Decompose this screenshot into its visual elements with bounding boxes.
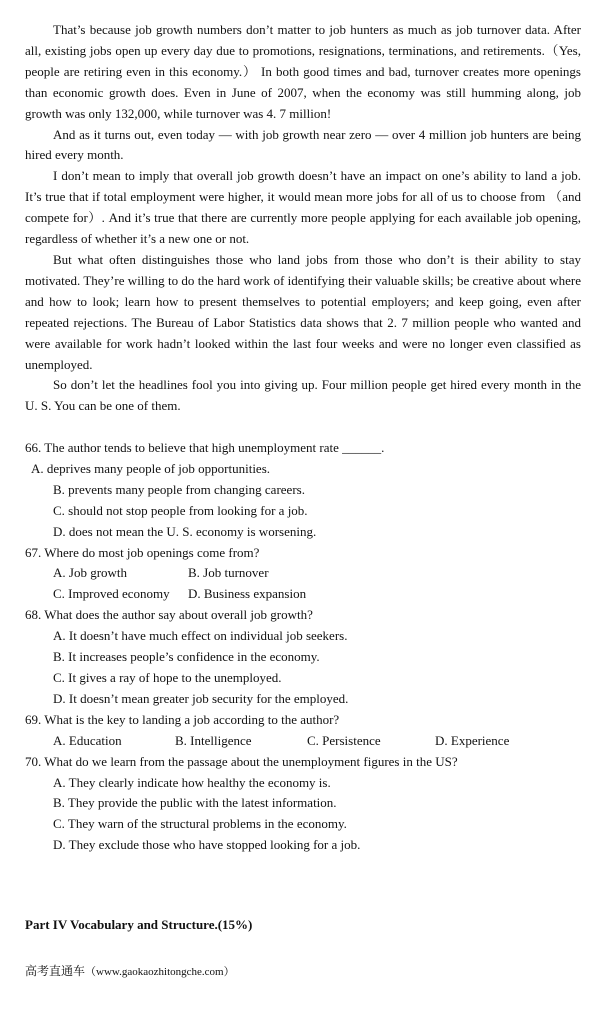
- footer-site-name: 高考直通车: [25, 964, 86, 978]
- passage-paragraph-2: And as it turns out, even today — with job growth near zero — over 4 million job hunters are being hired every month.: [25, 126, 581, 163]
- question-69-option-d: D. Experience: [435, 732, 510, 748]
- question-67-options-row-2: [25, 584, 581, 605]
- question-68-option-c: C. It gives a ray of hope to the unemployed.: [53, 669, 282, 685]
- question-69: [25, 710, 581, 752]
- question-68-option-a: A. It doesn’t have much effect on individual job seekers.: [53, 628, 348, 644]
- question-69-stem: 69. What is the key to landing a job according to the author?: [25, 711, 340, 727]
- question-67-option-d: D. Business expansion: [188, 586, 307, 602]
- question-68-stem: 68. What does the author say about overall job growth?: [25, 607, 313, 623]
- question-67-option-c: C. Improved economy: [53, 586, 170, 602]
- question-70-stem: 70. What do we learn from the passage about the unemployment figures in the US?: [25, 753, 458, 769]
- question-67-stem: 67. Where do most job openings come from?: [25, 544, 260, 560]
- question-69-option-c: C. Persistence: [307, 732, 381, 748]
- question-70: [25, 752, 581, 857]
- question-66: [25, 438, 581, 543]
- footer-site-url: （www.gaokaozhitongche.com）: [85, 966, 235, 978]
- question-67-option-a: A. Job growth: [53, 565, 128, 581]
- question-68-option-d: D. It doesn’t mean greater job security for the employed.: [53, 690, 349, 706]
- passage-paragraph-1: That’s because job growth numbers don’t matter to job hunters as much as job turnover data. After all, existing jobs open up every day due to promotions, resignations, terminations, and retirements.（Yes, people are retiring even in this economy.） In both good times and bad, turnover creates more openings than economic growth does. Even in June of 2007, when the economy was still humming along, job growth was only 132,000, while turnover was 4. 7 million!: [25, 22, 581, 121]
- question-70-option-b: B. They provide the public with the latest information.: [53, 795, 337, 811]
- section-heading: Part IV Vocabulary and Structure.(15%): [25, 917, 253, 932]
- question-67-options-row-1: [25, 563, 581, 584]
- question-67-option-b: B. Job turnover: [188, 565, 269, 581]
- page-footer: [25, 962, 235, 979]
- question-70-option-a: A. They clearly indicate how healthy the economy is.: [53, 774, 331, 790]
- reading-passage: [25, 20, 581, 417]
- question-68-option-b: B. It increases people’s confidence in the economy.: [53, 649, 320, 665]
- question-70-option-c: C. They warn of the structural problems in the economy.: [53, 816, 347, 832]
- passage-paragraph-3: I don’t mean to imply that overall job growth doesn’t have an impact on one’s ability to land a job. It’s true that if total employment were higher, it would mean more jobs for all of us to choose from （and compete for）. And it’s true that there are currently more people applying for each available job opening, regardless of whether it’s a new one or not.: [25, 168, 581, 247]
- question-66-stem: 66. The author tends to believe that high unemployment rate ______.: [25, 440, 385, 455]
- question-69-option-b: B. Intelligence: [175, 732, 252, 748]
- question-67: [25, 543, 581, 606]
- question-69-option-a: A. Education: [53, 732, 122, 748]
- passage-paragraph-4: But what often distinguishes those who land jobs from those who don’t is their ability to stay motivated. They’re willing to do the hard work of identifying their valuable skills; be creative about where and how to look; learn how to present themselves to potential employers; and keep going, even after repeated rejections. The Bureau of Labor Statistics data shows that 2. 7 million people who wanted and were available for work hadn’t looked within the last four weeks and were no longer even classified as unemployed.: [25, 251, 581, 372]
- question-66-option-d: D. does not mean the U. S. economy is worsening.: [53, 523, 317, 539]
- question-68: [25, 605, 581, 710]
- question-66-option-b: B. prevents many people from changing careers.: [53, 481, 305, 497]
- question-69-options-row: [25, 731, 581, 752]
- question-70-option-d: D. They exclude those who have stopped looking for a job.: [53, 837, 361, 853]
- question-66-option-a: A. deprives many people of job opportunities.: [31, 460, 271, 476]
- passage-paragraph-5: So don’t let the headlines fool you into giving up. Four million people get hired every month in the U. S. You can be one of them.: [25, 377, 581, 414]
- question-66-option-c: C. should not stop people from looking for a job.: [53, 502, 308, 518]
- question-list: [25, 438, 581, 856]
